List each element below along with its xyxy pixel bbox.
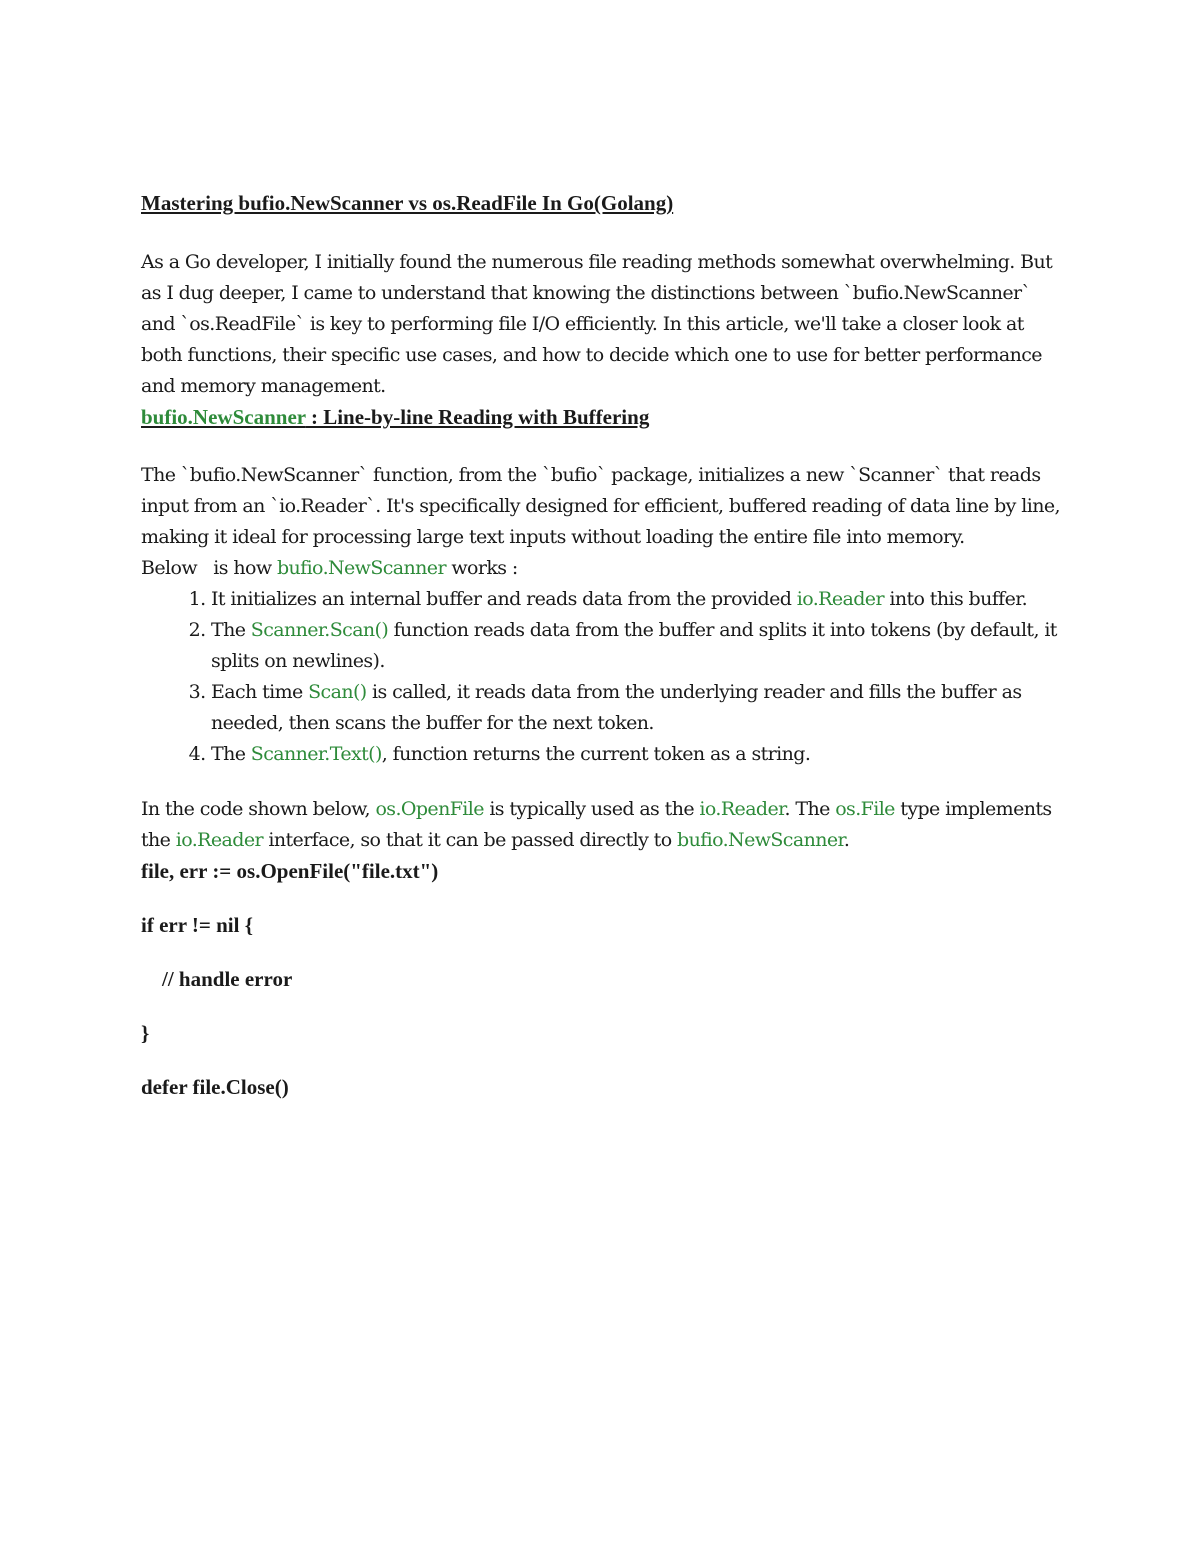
inline-term: os.File — [835, 798, 895, 820]
inline-term: os.OpenFile — [375, 798, 484, 820]
list-item: 3. Each time Scan() is called, it reads data from the underlying reader and fills the buffer as needed, then scans the buffer for the next token. — [211, 677, 1066, 739]
inline-term: io.Reader — [699, 798, 785, 820]
intro-paragraph: As a Go developer, I initially found the numerous file reading methods somewhat overwhelming. But as I dug deeper, I came to understand that knowing the distinctions between `bufio.NewScanner` and `os.ReadFile` is key to performing file I/O efficiently. In this article, we'll take a closer look at both functions, their specific use cases, and how to decide which one to use for better performance and memory management. — [141, 251, 1053, 397]
code-line: // handle error — [141, 967, 293, 991]
code-line: defer file.Close() — [141, 1075, 289, 1099]
section-heading — [141, 402, 1066, 432]
document-page — [141, 188, 1066, 1126]
steps-intro-end: works : — [445, 557, 518, 579]
section-description: The `bufio.NewScanner` function, from the `bufio` package, initializes a new `Scanner` that reads input from an `io.Reader`. It's specifically designed for efficient, buffered reading of data line by line, making it ideal for processing large text inputs without loading the entire file into memory. — [141, 464, 1060, 548]
step-term: Scanner.Text() — [250, 743, 382, 765]
list-item: 1. It initializes an internal buffer and reads data from the provided io.Reader into this buffer. — [211, 584, 1066, 615]
step-term: Scanner.Scan() — [250, 619, 389, 641]
step-term: Scan() — [308, 681, 367, 703]
list-item: 2. The Scanner.Scan() function reads data from the buffer and splits it into tokens (by default, it splits on newlines). — [211, 615, 1066, 677]
code-line: } — [141, 1021, 150, 1045]
code-block — [141, 856, 1066, 1102]
code-intro-paragraph: In the code shown below, os.OpenFile is typically used as the io.Reader. The os.File type implements the io.Reader interface, so that it can be passed directly to bufio.NewScanner. — [141, 798, 1052, 851]
inline-term: io.Reader — [175, 829, 263, 851]
section-heading-term: bufio.NewScanner — [141, 405, 306, 429]
article-title: Mastering bufio.NewScanner vs os.ReadFile In Go(Golang) — [141, 191, 674, 215]
steps-list — [141, 584, 1066, 770]
steps-intro — [141, 553, 1066, 584]
inline-term: bufio.NewScanner — [677, 829, 844, 851]
step-term: io.Reader — [796, 588, 884, 610]
code-line: if err != nil { — [141, 913, 253, 937]
steps-intro-text: Below is how — [141, 557, 277, 579]
steps-intro-term: bufio.NewScanner — [276, 557, 446, 579]
list-item: 4. The Scanner.Text(), function returns the current token as a string. — [211, 739, 1066, 770]
section-heading-text: : Line-by-line Reading with Buffering — [305, 405, 650, 429]
code-line: file, err := os.OpenFile("file.txt") — [141, 859, 439, 883]
